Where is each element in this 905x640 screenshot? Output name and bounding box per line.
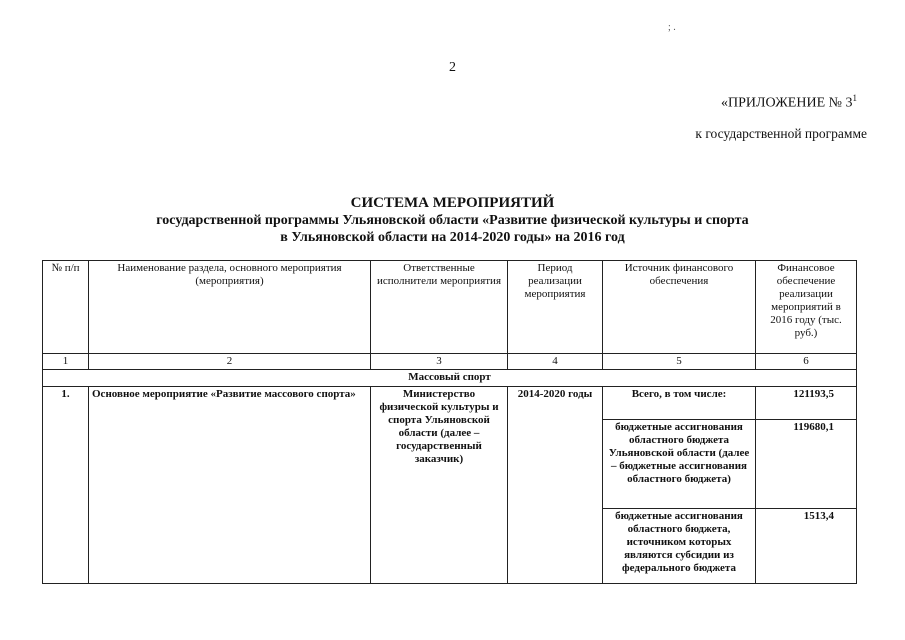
column-number: 1	[43, 354, 89, 370]
scan-speck: ; .	[668, 22, 676, 33]
source-regional-budget: бюджетные ассигнования областного бюджета Ульяновской области (далее – бюджетные ассигнования областного бюджета)	[603, 420, 756, 509]
document-title: СИСТЕМА МЕРОПРИЯТИЙ	[350, 195, 555, 211]
program-reference: к государственной программе	[695, 126, 867, 141]
column-number: 5	[603, 354, 756, 370]
section-row	[43, 370, 857, 387]
row-number: 1.	[43, 387, 89, 584]
row-name: Основное мероприятие «Развитие массового спорта»	[89, 387, 371, 584]
document-subtitle-line2: в Ульяновской области на 2014-2020 годы» на 2016 год	[280, 230, 625, 245]
page-number: 2	[449, 60, 456, 75]
source-total: Всего, в том числе:	[603, 387, 756, 420]
section-title: Массовый спорт	[43, 370, 857, 387]
header-funding: Финансовое обеспечение реализации мероприятий в 2016 году (тыс. руб.)	[756, 261, 857, 354]
annex-label	[721, 93, 857, 112]
table-row	[43, 387, 857, 420]
column-number: 3	[371, 354, 508, 370]
annex-text: «ПРИЛОЖЕНИЕ № 3	[721, 95, 853, 111]
header-num: № п/п	[43, 261, 89, 354]
column-number: 2	[89, 354, 371, 370]
measures-table	[42, 260, 857, 584]
row-period: 2014-2020 годы	[508, 387, 603, 584]
header-executors: Ответственные исполнители мероприятия	[371, 261, 508, 354]
column-number-row	[43, 354, 857, 370]
document-subtitle-line1: государственной программы Ульяновской области «Развитие физической культуры и спорта	[156, 213, 749, 228]
table-header-row	[43, 261, 857, 354]
amount-regional-budget: 119680,1	[756, 420, 857, 509]
source-federal-subsidy: бюджетные ассигнования областного бюджета, источником которых являются субсидии из федерального бюджета	[603, 509, 756, 584]
column-number: 6	[756, 354, 857, 370]
row-executor: Министерство физической культуры и спорта Ульяновской области (далее – государственный заказчик)	[371, 387, 508, 584]
amount-federal-subsidy: 1513,4	[756, 509, 857, 584]
amount-total: 121193,5	[756, 387, 857, 420]
column-number: 4	[508, 354, 603, 370]
header-source: Источник финансового обеспечения	[603, 261, 756, 354]
header-name: Наименование раздела, основного мероприятия (мероприятия)	[89, 261, 371, 354]
header-period: Период реализации мероприятия	[508, 261, 603, 354]
annex-superscript: 1	[852, 93, 857, 103]
